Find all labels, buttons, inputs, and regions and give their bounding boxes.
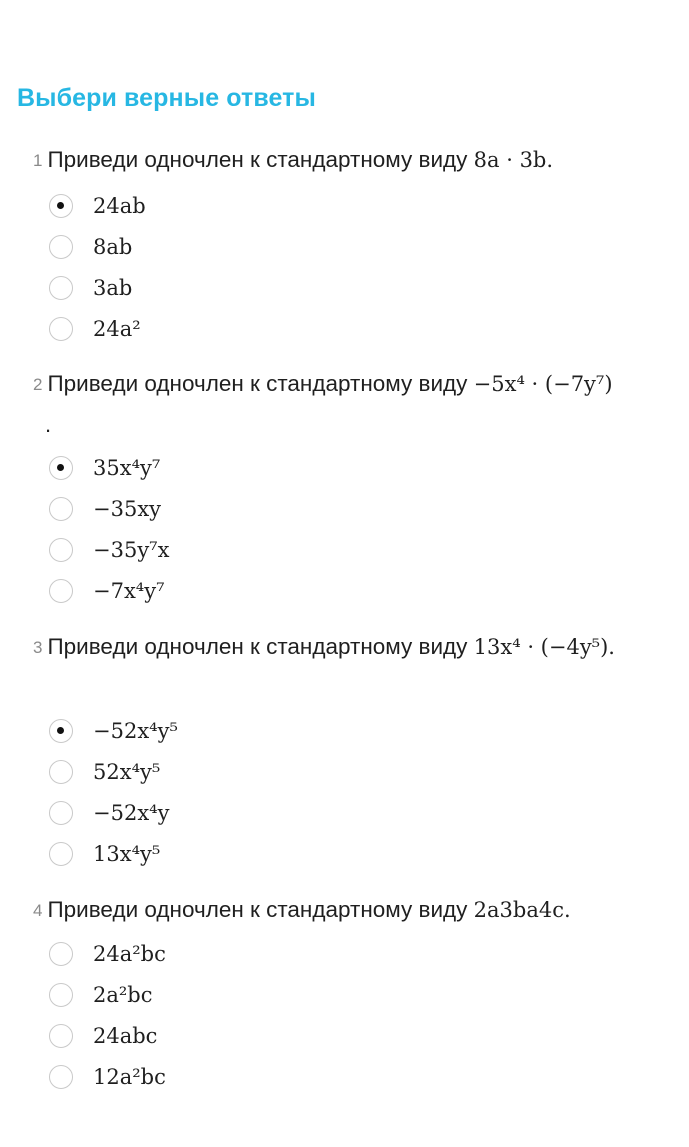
question-continuation: .: [45, 412, 52, 437]
radio-button[interactable]: [49, 801, 73, 825]
radio-button[interactable]: [49, 579, 73, 603]
option-label: −52x⁴y: [93, 801, 170, 825]
answer-option[interactable]: [49, 799, 449, 829]
question-2: [33, 370, 613, 400]
question-3: [33, 633, 615, 663]
question-prompt: Приведи одночлен к стандартному виду: [47, 371, 468, 396]
answer-option[interactable]: [49, 233, 449, 263]
radio-button-selected[interactable]: [49, 194, 73, 218]
page-title: Выбери верные ответы: [17, 84, 316, 112]
radio-button[interactable]: [49, 235, 73, 259]
option-label: 3ab: [93, 276, 133, 300]
answer-option[interactable]: [49, 495, 449, 525]
radio-button[interactable]: [49, 942, 73, 966]
answer-option[interactable]: [49, 1022, 449, 1052]
question-4: [33, 896, 571, 926]
answer-option[interactable]: [49, 758, 449, 788]
answer-option[interactable]: [49, 577, 449, 607]
answer-option[interactable]: [49, 717, 449, 747]
question-number: 2: [33, 375, 43, 394]
question-number: 1: [33, 151, 43, 170]
question-number: 4: [33, 901, 43, 920]
option-label: 24a²bc: [93, 942, 166, 966]
option-label: −52x⁴y⁵: [93, 719, 178, 743]
radio-button[interactable]: [49, 760, 73, 784]
question-expression: −5x⁴ · (−7y⁷): [473, 372, 613, 396]
option-label: 24abc: [93, 1024, 158, 1048]
radio-button[interactable]: [49, 497, 73, 521]
answer-option[interactable]: [49, 981, 449, 1011]
question-expression: 2a3ba4c.: [473, 898, 571, 922]
question-prompt: Приведи одночлен к стандартному виду: [47, 147, 468, 172]
option-label: −35y⁷x: [93, 538, 170, 562]
radio-button[interactable]: [49, 983, 73, 1007]
radio-button[interactable]: [49, 842, 73, 866]
radio-button[interactable]: [49, 1024, 73, 1048]
question-expression: 8a · 3b.: [473, 148, 554, 172]
radio-button[interactable]: [49, 538, 73, 562]
question-prompt: Приведи одночлен к стандартному виду: [47, 634, 468, 659]
answer-option[interactable]: [49, 192, 449, 222]
answer-option[interactable]: [49, 274, 449, 304]
option-label: 12a²bc: [93, 1065, 166, 1089]
question-expression: 13x⁴ · (−4y⁵).: [473, 635, 615, 659]
answer-option[interactable]: [49, 454, 449, 484]
question-number: 3: [33, 638, 43, 657]
answer-option[interactable]: [49, 940, 449, 970]
option-label: 24a²: [93, 317, 141, 341]
radio-button-selected[interactable]: [49, 456, 73, 480]
option-label: 13x⁴y⁵: [93, 842, 161, 866]
radio-button[interactable]: [49, 1065, 73, 1089]
question-prompt: Приведи одночлен к стандартному виду: [47, 897, 468, 922]
option-label: 2a²bc: [93, 983, 153, 1007]
question-1: [33, 146, 553, 176]
answer-option[interactable]: [49, 1063, 449, 1093]
answer-option[interactable]: [49, 536, 449, 566]
option-label: 8ab: [93, 235, 133, 259]
option-label: 35x⁴y⁷: [93, 456, 161, 480]
option-label: −35xy: [93, 497, 162, 521]
answer-option[interactable]: [49, 840, 449, 870]
option-label: 24ab: [93, 194, 146, 218]
radio-button[interactable]: [49, 317, 73, 341]
answer-option[interactable]: [49, 315, 449, 345]
radio-button[interactable]: [49, 276, 73, 300]
option-label: 52x⁴y⁵: [93, 760, 161, 784]
radio-button-selected[interactable]: [49, 719, 73, 743]
option-label: −7x⁴y⁷: [93, 579, 165, 603]
